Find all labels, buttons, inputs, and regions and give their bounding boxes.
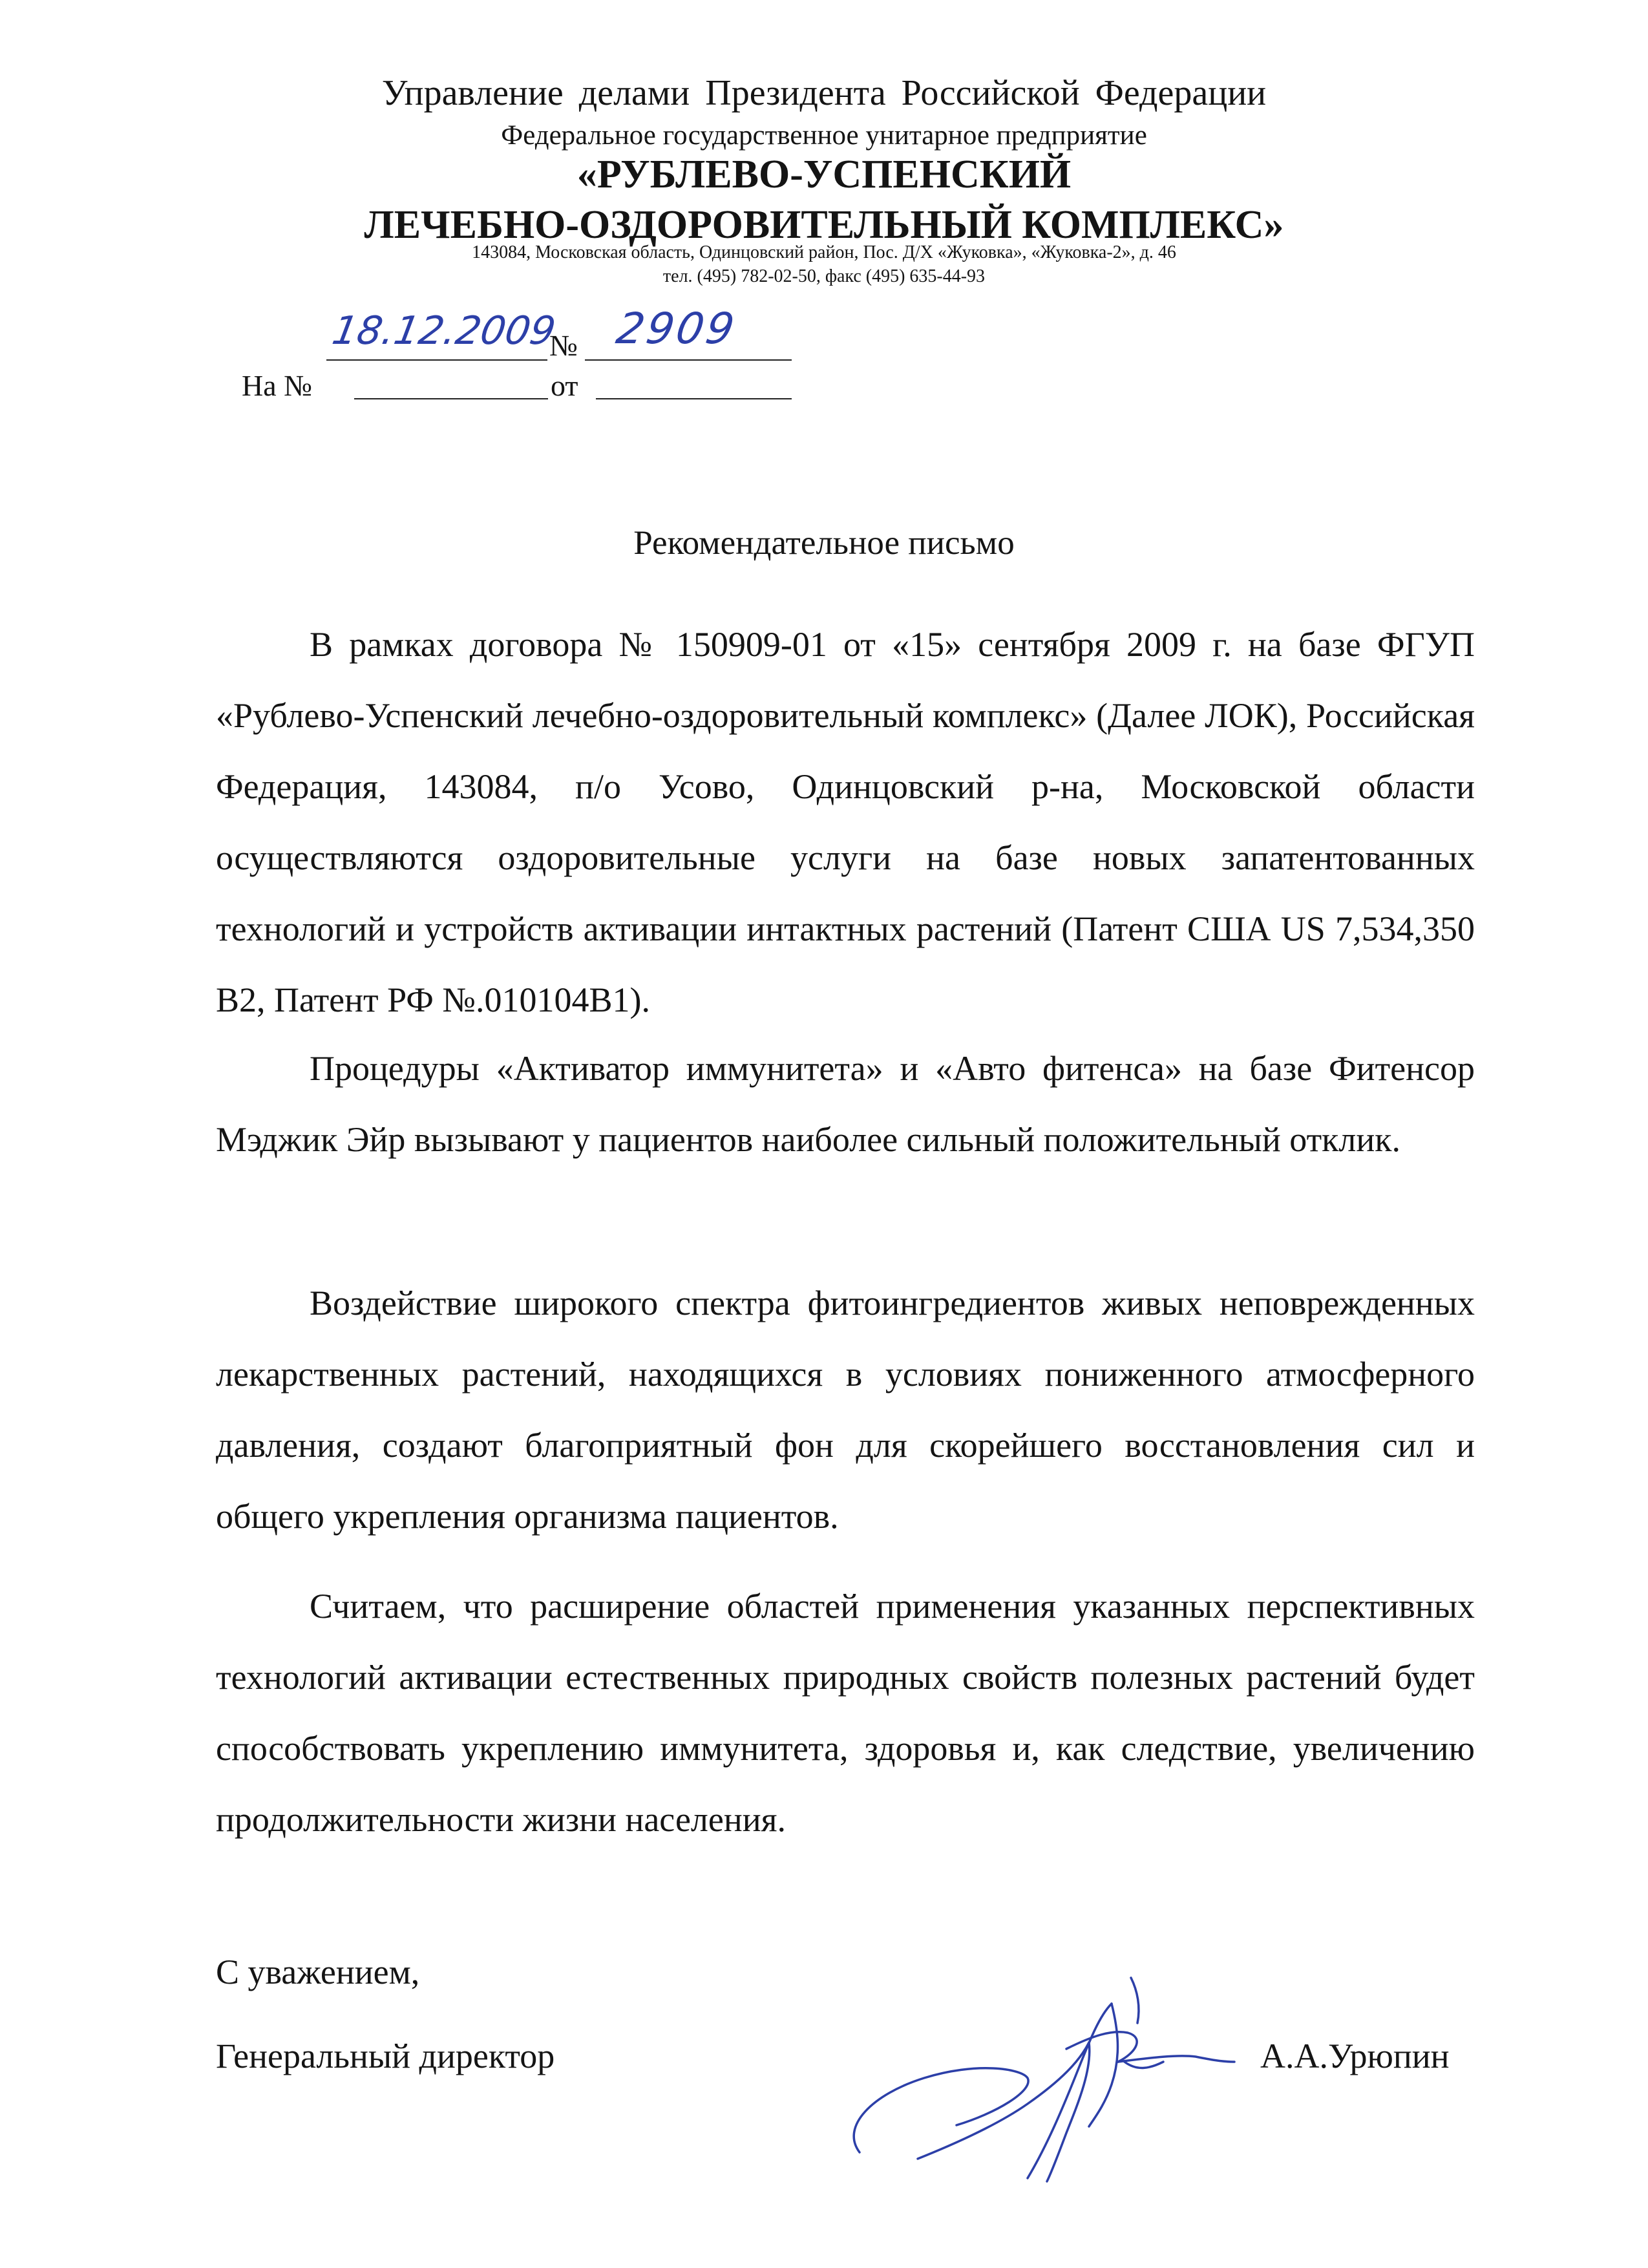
- closing-regards: С уважением,: [216, 1953, 420, 1991]
- from-label: от: [551, 369, 578, 402]
- number-underline: [585, 359, 792, 361]
- letterhead-enterprise-type: Федеральное государственное унитарное предприятие: [501, 120, 1147, 151]
- letterhead-org-name-line1: «РУБЛЕВО-УСПЕНСКИЙ: [576, 153, 1072, 196]
- letterhead-org-name-line2: ЛЕЧЕБНО-ОЗДОРОВИТЕЛЬНЫЙ КОМПЛЕКС»: [364, 202, 1284, 247]
- letterhead-ministry: Управление делами Президента Российской Федерации: [381, 73, 1267, 113]
- letterhead-address: 143084, Московская область, Одинцовский район, Пос. Д/Х «Жуковка», «Жуковка-2», д. 46: [472, 242, 1176, 262]
- body-paragraph-4: [216, 1571, 1475, 1855]
- paragraph-text: Считаем, что расширение областей применения указанных перспективных технологий активации естественных природных свойств полезных растений будет способствовать укреплению иммунитета, здоровья и, как следствие, увеличению продолжительности жизни населения.: [216, 1587, 1475, 1839]
- paragraph-text: Воздействие широкого спектра фитоингредиентов живых неповрежденных лекарственных растений, находящихся в условиях пониженного атмосферного давления, создают благоприятный фон для скорейшего восстановления сил и общего укрепления организма пациентов.: [216, 1284, 1475, 1536]
- reply-number-underline: [354, 398, 548, 399]
- outgoing-number: 2909: [613, 304, 741, 354]
- letter-title: Рекомендательное письмо: [633, 524, 1015, 562]
- paragraph-text: В рамках договора № 150909-01 от «15» сентября 2009 г. на базе ФГУП «Рублево-Успенский лечебно-оздоровительный комплекс» (Далее ЛОК), Российская Федерация, 143084, п/о Усово, Одинцовский р-на, Московской области осуществляются оздоровительные услуги на базе новых запатентованных технологий и устройств активации интактных растений (Патент США US 7,534,350 B2, Патент РФ №.010104B1).: [216, 625, 1475, 1019]
- outgoing-date: 18.12.2009: [328, 308, 559, 354]
- body-paragraph-1: [216, 609, 1475, 1035]
- body-paragraph-2: [216, 1033, 1475, 1175]
- signer-name: А.А.Урюпин: [1260, 2037, 1450, 2075]
- letterhead-phones: тел. (495) 782-02-50, факс (495) 635-44-93: [662, 266, 986, 286]
- reply-to-label: На №: [242, 369, 313, 402]
- letterhead-org-name: [0, 150, 1648, 250]
- handwritten-signature: [834, 1965, 1247, 2185]
- body-paragraph-3: [216, 1267, 1475, 1552]
- reply-date-underline: [596, 398, 792, 399]
- signer-position: Генеральный директор: [216, 2037, 555, 2075]
- date-underline: [326, 359, 547, 361]
- number-sign: №: [549, 329, 578, 362]
- paragraph-text: Процедуры «Активатор иммунитета» и «Авто фитенса» на базе Фитенсор Мэджик Эйр вызывают у пациентов наиболее сильный положительный отклик.: [216, 1049, 1475, 1159]
